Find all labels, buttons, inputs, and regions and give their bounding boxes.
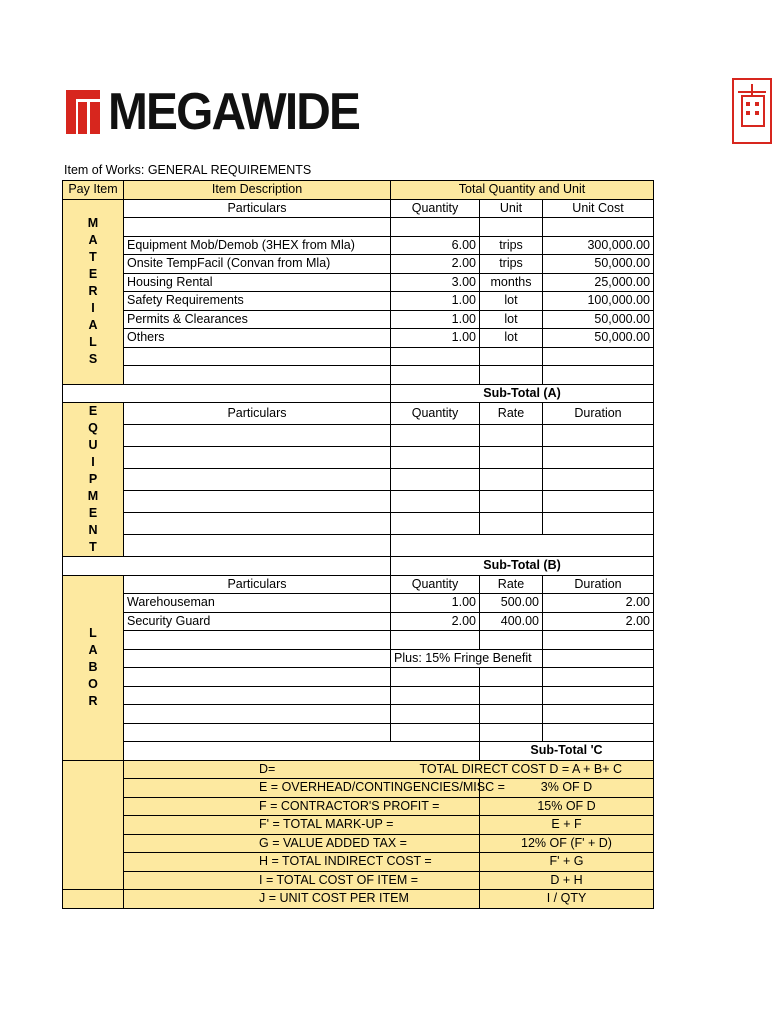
quantity-cell: 2.00 (391, 612, 480, 631)
unit-cell: lot (480, 329, 543, 348)
materials-col-header: Quantity (391, 199, 480, 218)
quantity-cell: 6.00 (391, 236, 480, 255)
table-row (63, 292, 654, 311)
unit-cost-cell: 300,000.00 (543, 236, 654, 255)
empty-cell (124, 425, 391, 447)
section-label-letter: I (91, 301, 95, 315)
empty-cell (543, 649, 654, 668)
duration-cell: 2.00 (543, 612, 654, 631)
labor-col-header: Duration (543, 575, 654, 594)
summary-label: I = TOTAL COST OF ITEM = (124, 871, 480, 890)
table-row (63, 255, 654, 274)
table-row (63, 366, 654, 385)
section-label-letter: Q (88, 421, 98, 435)
empty-cell (543, 705, 654, 724)
subtotal-a: Sub-Total (A) (391, 384, 654, 403)
table-row (63, 594, 654, 613)
section-label-letter: O (88, 677, 98, 691)
particular-cell: Warehouseman (124, 594, 391, 613)
empty-cell (124, 631, 391, 650)
summary-left-cell (63, 760, 124, 779)
section-label-letter: A (88, 643, 98, 657)
rate-cell: 400.00 (480, 612, 543, 631)
total-quantity-header: Total Quantity and Unit (391, 181, 654, 200)
unit-cost-cell: 100,000.00 (543, 292, 654, 311)
summary-formula: I / QTY (480, 890, 654, 909)
table-row (63, 447, 654, 469)
empty-cell (124, 513, 391, 535)
quantity-cell: 2.00 (391, 255, 480, 274)
empty-cell (391, 218, 480, 237)
quantity-cell: 3.00 (391, 273, 480, 292)
empty-cell (480, 668, 543, 687)
labor-col-header: Particulars (124, 575, 391, 594)
table-row (63, 236, 654, 255)
summary-formula: 15% OF D (480, 797, 654, 816)
section-label-letter: N (88, 523, 98, 537)
rate-cell: 500.00 (480, 594, 543, 613)
fringe-benefit-note: Plus: 15% Fringe Benefit (391, 649, 543, 668)
materials-col-header: Unit Cost (543, 199, 654, 218)
table-row (63, 513, 654, 535)
empty-cell (124, 347, 391, 366)
empty-cell (543, 686, 654, 705)
subtotal-c: Sub-Total 'C (480, 742, 654, 761)
company-logo (66, 83, 381, 141)
empty-cell (543, 347, 654, 366)
equipment-section-label (63, 403, 124, 557)
table-row (63, 816, 654, 835)
table-row (63, 871, 654, 890)
item-of-works-title: Item of Works: GENERAL REQUIREMENTS (64, 163, 312, 177)
section-label-letter: E (88, 267, 98, 281)
particular-cell: Safety Requirements (124, 292, 391, 311)
table-row (63, 329, 654, 348)
empty-cell (480, 686, 543, 705)
section-label-letter: U (88, 438, 98, 452)
labor-section-label (63, 575, 124, 760)
section-label-letter: T (89, 250, 97, 264)
equipment-col-header: Particulars (124, 403, 391, 425)
empty-cell (543, 366, 654, 385)
section-label-letter: S (88, 352, 98, 366)
table-row (63, 384, 654, 403)
summary-label: J = UNIT COST PER ITEM (124, 890, 480, 909)
empty-cell (391, 686, 480, 705)
brand-name: MEGAWIDE (108, 83, 360, 141)
particular-cell: Security Guard (124, 612, 391, 631)
summary-left-cell (63, 816, 124, 835)
section-label-letter: T (89, 540, 97, 554)
empty-cell (543, 668, 654, 687)
section-label-letter: A (88, 233, 98, 247)
particular-cell: Equipment Mob/Demob (3HEX from Mla) (124, 236, 391, 255)
empty-cell (124, 723, 391, 742)
equipment-col-header: Quantity (391, 403, 480, 425)
section-label-letter: I (91, 455, 95, 469)
particular-cell: Onsite TempFacil (Convan from Mla) (124, 255, 391, 274)
table-row (63, 469, 654, 491)
summary-left-cell (63, 834, 124, 853)
empty-cell (543, 447, 654, 469)
materials-section-label (63, 199, 124, 384)
table-row (63, 890, 654, 909)
empty-cell (480, 425, 543, 447)
empty-cell (543, 425, 654, 447)
summary-formula: F' + G (480, 853, 654, 872)
equipment-col-header: Rate (480, 403, 543, 425)
table-row (63, 631, 654, 650)
quantity-cell: 1.00 (391, 292, 480, 311)
table-row (63, 218, 654, 237)
table-row (63, 491, 654, 513)
section-label-letter: B (88, 660, 98, 674)
table-row (63, 181, 654, 200)
section-label-letter: E (88, 506, 98, 520)
cost-breakdown-table (62, 180, 654, 909)
empty-cell (124, 649, 391, 668)
particular-cell: Permits & Clearances (124, 310, 391, 329)
summary-left-cell (63, 853, 124, 872)
quantity-cell: 1.00 (391, 310, 480, 329)
table-row (63, 723, 654, 742)
summary-left-cell (63, 871, 124, 890)
section-label-letter: E (88, 404, 98, 418)
unit-cost-cell: 50,000.00 (543, 310, 654, 329)
summary-formula: TOTAL DIRECT COST D = A + B+ C (420, 760, 594, 779)
empty-cell (480, 366, 543, 385)
unit-cell: months (480, 273, 543, 292)
table-row (63, 310, 654, 329)
empty-cell (391, 668, 480, 687)
empty-cell (480, 631, 543, 650)
section-label-letter: L (89, 626, 97, 640)
empty-cell (391, 347, 480, 366)
table-row (63, 760, 654, 779)
quantity-cell: 1.00 (391, 594, 480, 613)
materials-col-header: Particulars (124, 199, 391, 218)
particular-cell: Housing Rental (124, 273, 391, 292)
empty-cell (124, 705, 391, 724)
summary-label: E = OVERHEAD/CONTINGENCIES/MISC = (124, 779, 480, 798)
section-label-letter: A (88, 318, 98, 332)
unit-cell: trips (480, 236, 543, 255)
empty-cell (391, 631, 480, 650)
materials-col-header: Unit (480, 199, 543, 218)
summary-label: F' = TOTAL MARK-UP = (124, 816, 480, 835)
empty-cell (124, 535, 391, 557)
table-row (63, 797, 654, 816)
unit-cell: trips (480, 255, 543, 274)
empty-cell (480, 723, 543, 742)
table-row (63, 425, 654, 447)
labor-col-header: Quantity (391, 575, 480, 594)
empty-cell (480, 447, 543, 469)
empty-cell (391, 469, 480, 491)
building-icon (732, 78, 772, 144)
empty-cell (124, 668, 391, 687)
empty-cell (124, 469, 391, 491)
duration-cell: 2.00 (543, 594, 654, 613)
unit-cost-cell: 50,000.00 (543, 329, 654, 348)
summary-formula: E + F (480, 816, 654, 835)
unit-cost-cell: 25,000.00 (543, 273, 654, 292)
table-row (63, 347, 654, 366)
empty-cell (543, 491, 654, 513)
subtotal-b: Sub-Total (B) (391, 557, 654, 576)
section-label-letter: R (88, 694, 98, 708)
table-row (63, 199, 654, 218)
table-row (63, 535, 654, 557)
empty-cell (391, 535, 654, 557)
table-row (63, 742, 654, 761)
table-row (63, 575, 654, 594)
table-row (63, 668, 654, 687)
empty-cell (391, 425, 480, 447)
empty-cell (124, 686, 391, 705)
empty-cell (124, 491, 391, 513)
empty-cell (391, 491, 480, 513)
pay-item-header: Pay Item (63, 181, 124, 200)
empty-cell (391, 513, 480, 535)
empty-cell (63, 557, 391, 576)
particular-cell: Others (124, 329, 391, 348)
empty-cell (480, 513, 543, 535)
table-row (63, 853, 654, 872)
summary-left-cell (63, 890, 124, 909)
summary-label: H = TOTAL INDIRECT COST = (124, 853, 480, 872)
empty-cell (391, 723, 480, 742)
empty-cell (480, 705, 543, 724)
summary-label: G = VALUE ADDED TAX = (124, 834, 480, 853)
empty-cell (543, 469, 654, 491)
table-row (63, 705, 654, 724)
section-label-letter: L (89, 335, 97, 349)
empty-cell (543, 513, 654, 535)
quantity-cell: 1.00 (391, 329, 480, 348)
item-description-header: Item Description (124, 181, 391, 200)
empty-cell (543, 631, 654, 650)
summary-label: D= (124, 760, 480, 779)
summary-label: F = CONTRACTOR'S PROFIT = (124, 797, 480, 816)
table-row (63, 649, 654, 668)
empty-cell (391, 366, 480, 385)
unit-cell: lot (480, 310, 543, 329)
summary-left-cell (63, 797, 124, 816)
empty-cell (480, 218, 543, 237)
section-label-letter: P (88, 472, 98, 486)
summary-left-cell (63, 779, 124, 798)
summary-formula: 12% OF (F' + D) (480, 834, 654, 853)
section-label-letter: M (87, 489, 99, 503)
unit-cost-cell: 50,000.00 (543, 255, 654, 274)
table-row (63, 557, 654, 576)
table-row (63, 686, 654, 705)
empty-cell (480, 469, 543, 491)
summary-formula: D + H (480, 871, 654, 890)
table-row (63, 273, 654, 292)
empty-cell (124, 447, 391, 469)
labor-col-header: Rate (480, 575, 543, 594)
summary-formula: 3% OF D (480, 779, 654, 798)
table-row (63, 834, 654, 853)
empty-cell (543, 218, 654, 237)
empty-cell (124, 366, 391, 385)
empty-cell (480, 491, 543, 513)
table-row (63, 403, 654, 425)
section-label-letter: R (88, 284, 98, 298)
empty-cell (543, 723, 654, 742)
empty-cell (480, 347, 543, 366)
unit-cell: lot (480, 292, 543, 311)
equipment-col-header: Duration (543, 403, 654, 425)
table-row (63, 779, 654, 798)
section-label-letter: M (87, 216, 99, 230)
table-row (63, 612, 654, 631)
megawide-mark-icon (66, 90, 100, 134)
empty-cell (124, 742, 480, 761)
empty-cell (124, 218, 391, 237)
empty-cell (391, 447, 480, 469)
empty-cell (63, 384, 391, 403)
empty-cell (391, 705, 480, 724)
